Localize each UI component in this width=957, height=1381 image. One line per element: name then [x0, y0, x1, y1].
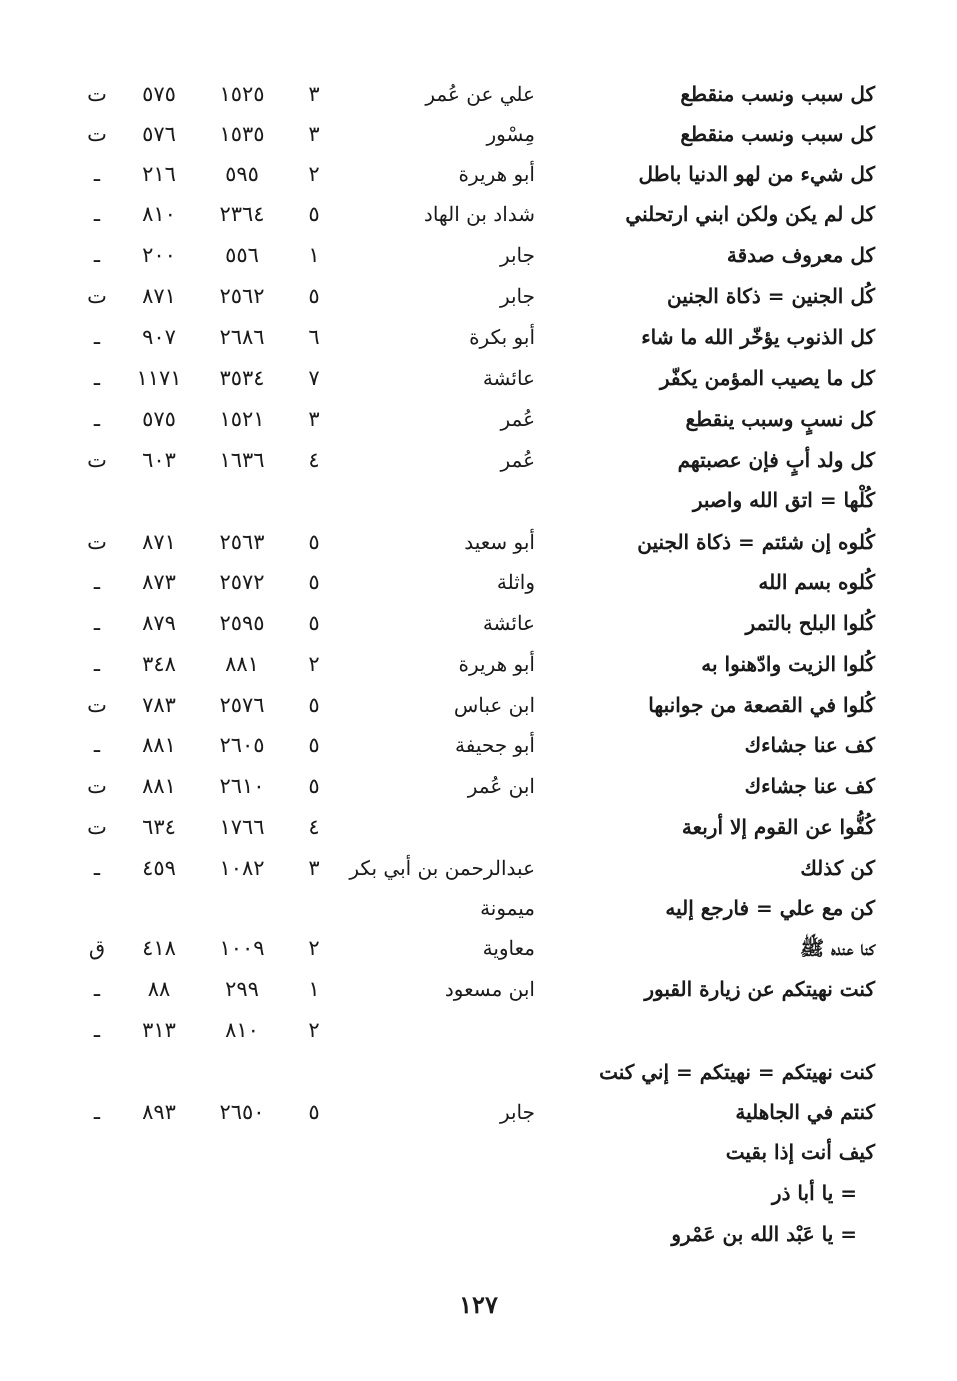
volume-number: ٥ — [308, 202, 320, 226]
hadith-text: كُلوا الزيت وادّهنوا به — [701, 652, 875, 676]
hadith-number: ١٠٨٢ — [219, 856, 265, 880]
volume-number: ٣ — [308, 407, 320, 431]
page-reference: ٨٨ — [147, 977, 171, 1001]
index-entry — [0, 849, 957, 887]
hadith-number: ٥٥٦ — [225, 243, 259, 267]
hadith-text: كنت نهيتكم عن زيارة القبور — [644, 977, 875, 1001]
hadith-text: كل سبب ونسب منقطع — [680, 122, 875, 146]
hadith-number: ٢٦٥٠ — [219, 1100, 265, 1124]
hadith-number: ٢٥٦٣ — [219, 530, 265, 554]
hadith-text: كُلوه إن شئتم = ذكاة الجنين — [637, 530, 875, 554]
hadith-number: ٢٦١٠ — [219, 774, 265, 798]
hadith-text: كل نسبٍ وسبب ينقطع — [685, 407, 875, 431]
narrator-name: معاوية — [482, 936, 535, 960]
hadith-text: كنا عنده ﷺ — [799, 936, 875, 960]
page-reference: ١١٧١ — [136, 366, 182, 390]
index-entry — [0, 195, 957, 233]
volume-number: ٢ — [308, 936, 320, 960]
source-mark: ـ — [93, 1018, 101, 1042]
page-reference — [124, 1133, 194, 1171]
volume-number — [296, 481, 332, 519]
volume-number — [296, 1174, 332, 1212]
page-reference — [124, 889, 194, 927]
hadith-text: كُفُّوا عن القوم إلا أربعة — [681, 815, 875, 839]
narrator-name: علي عن عُمر — [425, 82, 535, 106]
hadith-number: ٨١٠ — [225, 1018, 259, 1042]
hadith-number: ١٥٢١ — [219, 407, 265, 431]
page-reference: ٢١٦ — [142, 162, 176, 186]
index-entry — [0, 1011, 957, 1049]
source-mark: ـ — [93, 366, 101, 390]
page-reference — [124, 1215, 194, 1253]
hadith-number — [204, 1215, 280, 1253]
page-reference: ٩٠٧ — [142, 325, 176, 349]
index-entry — [0, 1053, 957, 1091]
source-mark — [80, 1053, 114, 1091]
hadith-number: ١٦٣٦ — [219, 448, 265, 472]
narrator-name: جابر — [499, 1100, 535, 1124]
hadith-number: ٢٥٦٢ — [219, 284, 265, 308]
narrator-name: مِسْور — [486, 122, 535, 146]
index-entry — [0, 1093, 957, 1131]
page-reference: ٣١٣ — [142, 1018, 176, 1042]
hadith-number: ١٥٢٥ — [219, 82, 265, 106]
source-mark: ت — [87, 774, 107, 798]
page-reference: ٥٧٥ — [142, 407, 176, 431]
source-mark: ـ — [93, 162, 101, 186]
index-entry — [0, 929, 957, 967]
narrator-name: واثلة — [496, 570, 535, 594]
hadith-number: ١٠٠٩ — [219, 936, 265, 960]
hadith-text: كف عنا جشاءك — [744, 733, 875, 757]
volume-number: ٥ — [308, 733, 320, 757]
volume-number: ٢ — [308, 1018, 320, 1042]
page-reference: ٨٩٣ — [142, 1100, 176, 1124]
source-mark: ق — [88, 936, 106, 960]
hadith-text: كُلوا في القصعة من جوانبها — [648, 693, 875, 717]
hadith-text: كن كذلك — [800, 856, 875, 880]
volume-number: ٥ — [308, 530, 320, 554]
index-entry — [0, 726, 957, 764]
index-entry — [0, 115, 957, 153]
source-mark: ـ — [93, 407, 101, 431]
source-mark — [80, 1215, 114, 1253]
volume-number: ١ — [308, 243, 320, 267]
page-reference — [124, 1053, 194, 1091]
narrator-name: عبدالرحمن بن أبي بكر — [349, 856, 535, 880]
hadith-text: = يا أبا ذر — [771, 1181, 857, 1205]
page-reference: ٨٨١ — [142, 733, 176, 757]
hadith-number — [204, 1174, 280, 1212]
hadith-number: ٥٩٥ — [225, 162, 259, 186]
hadith-number: ٨٨١ — [225, 652, 259, 676]
narrator-name: أبو بكرة — [469, 325, 535, 349]
page-reference: ٨١٠ — [142, 202, 176, 226]
hadith-number: ٢٥٧٦ — [219, 693, 265, 717]
source-mark: ـ — [93, 733, 101, 757]
hadith-text: كل الذنوب يؤخّر الله ما شاء — [641, 325, 875, 349]
volume-number: ٦ — [308, 325, 320, 349]
source-mark: ـ — [93, 611, 101, 635]
hadith-number: ١٧٦٦ — [219, 815, 265, 839]
source-mark: ـ — [93, 570, 101, 594]
volume-number — [296, 1133, 332, 1171]
source-mark — [80, 889, 114, 927]
index-entry — [0, 481, 957, 519]
narrator-name: ابن عُمر — [467, 774, 535, 798]
hadith-number: ٢٦٨٦ — [219, 325, 265, 349]
source-mark: ت — [87, 693, 107, 717]
hadith-text: كنتم في الجاهلية — [735, 1100, 875, 1124]
narrator-name: أبو سعيد — [464, 530, 535, 554]
source-mark — [80, 481, 114, 519]
hadith-text: كنت نهيتكم = نهيتكم = إني كنت — [599, 1060, 875, 1084]
narrator-name: أبو هريرة — [458, 162, 535, 186]
page-reference: ٤١٨ — [142, 936, 176, 960]
source-mark: ـ — [93, 977, 101, 1001]
index-entry — [0, 1174, 957, 1212]
hadith-number: ٢٩٩ — [225, 977, 259, 1001]
hadith-text: كل شيء من لهو الدنيا باطل — [638, 162, 875, 186]
narrator-name: ابن عباس — [453, 693, 535, 717]
page-reference: ٨٧٣ — [142, 570, 176, 594]
index-entry — [0, 604, 957, 642]
source-mark: ـ — [93, 1100, 101, 1124]
index-entry — [0, 645, 957, 683]
narrator-name: أبو هريرة — [458, 652, 535, 676]
volume-number — [296, 1053, 332, 1091]
index-entry — [0, 236, 957, 274]
hadith-number: ٢٣٦٤ — [219, 202, 265, 226]
index-entry — [0, 277, 957, 315]
hadith-text: كل معروف صدقة — [726, 243, 875, 267]
volume-number: ٥ — [308, 284, 320, 308]
source-mark: ت — [87, 815, 107, 839]
index-entry — [0, 75, 957, 113]
narrator-name: عائشة — [482, 611, 535, 635]
hadith-text: = يا عَبْد الله بن عَمْرو — [671, 1222, 857, 1246]
narrator-name: جابر — [499, 243, 535, 267]
source-mark: ـ — [93, 652, 101, 676]
index-entry — [0, 400, 957, 438]
volume-number: ٤ — [308, 448, 320, 472]
index-entry — [0, 686, 957, 724]
hadith-text: كُلْها = اتق الله واصبر — [692, 488, 875, 512]
narrator-name: شداد بن الهاد — [423, 202, 535, 226]
source-mark: ت — [87, 530, 107, 554]
hadith-number — [204, 1053, 280, 1091]
hadith-text: كل لم يكن ولكن ابني ارتحلني — [625, 202, 875, 226]
source-mark: ـ — [93, 243, 101, 267]
hadith-text: كل سبب ونسب منقطع — [680, 82, 875, 106]
page-reference: ٦٣٤ — [142, 815, 176, 839]
index-entry — [0, 318, 957, 356]
volume-number: ٢ — [308, 652, 320, 676]
hadith-text: كل ولد أبٍ فإن عصبتهم — [677, 448, 875, 472]
volume-number: ٣ — [308, 122, 320, 146]
hadith-number — [204, 481, 280, 519]
page-reference — [124, 481, 194, 519]
volume-number: ٥ — [308, 570, 320, 594]
source-mark — [80, 1133, 114, 1171]
hadith-number — [204, 889, 280, 927]
page-reference: ٣٤٨ — [142, 652, 176, 676]
hadith-number: ١٥٣٥ — [219, 122, 265, 146]
index-entry — [0, 155, 957, 193]
page-reference: ٨٧١ — [142, 530, 176, 554]
source-mark: ـ — [93, 202, 101, 226]
narrator-name: عُمر — [500, 407, 535, 431]
volume-number: ٢ — [308, 162, 320, 186]
page-reference: ٨٨١ — [142, 774, 176, 798]
hadith-text: كُل الجنين = ذكاة الجنين — [667, 284, 875, 308]
source-mark: ـ — [93, 325, 101, 349]
source-mark: ت — [87, 448, 107, 472]
index-entry — [0, 1133, 957, 1171]
index-entry — [0, 767, 957, 805]
page-reference: ٦٠٣ — [142, 448, 176, 472]
page-reference: ٨٧١ — [142, 284, 176, 308]
volume-number: ٣ — [308, 856, 320, 880]
volume-number: ٧ — [308, 366, 320, 390]
source-mark — [80, 1174, 114, 1212]
index-entry — [0, 889, 957, 927]
hadith-text: كُلوا البلح بالتمر — [745, 611, 875, 635]
hadith-text: كف عنا جشاءك — [744, 774, 875, 798]
hadith-number: ٢٥٩٥ — [219, 611, 265, 635]
hadith-text: كُلوه بسم الله — [758, 570, 875, 594]
page-reference: ٢٠٠ — [142, 243, 176, 267]
page-reference: ٨٧٩ — [142, 611, 176, 635]
source-mark: ت — [87, 284, 107, 308]
index-entry — [0, 970, 957, 1008]
page-reference: ٥٧٥ — [142, 82, 176, 106]
narrator-name: عائشة — [482, 366, 535, 390]
source-mark: ت — [87, 122, 107, 146]
index-entry — [0, 523, 957, 561]
index-entry — [0, 359, 957, 397]
hadith-number: ٢٥٧٢ — [219, 570, 265, 594]
volume-number — [296, 1215, 332, 1253]
narrator-name: ابن مسعود — [444, 977, 535, 1001]
volume-number: ٥ — [308, 1100, 320, 1124]
volume-number: ٣ — [308, 82, 320, 106]
page-reference: ٤٥٩ — [142, 856, 176, 880]
narrator-name: ميمونة — [480, 896, 535, 920]
hadith-text: كن مع علي = فارجع إليه — [665, 896, 875, 920]
page-reference: ٥٧٦ — [142, 122, 176, 146]
narrator-name: عُمر — [500, 448, 535, 472]
index-entry — [0, 563, 957, 601]
hadith-number: ٣٥٣٤ — [219, 366, 265, 390]
volume-number: ١ — [308, 977, 320, 1001]
index-entry — [0, 808, 957, 846]
page-reference — [124, 1174, 194, 1212]
source-mark: ت — [87, 82, 107, 106]
narrator-name: أبو جحيفة — [455, 733, 535, 757]
hadith-text: كيف أنت إذا بقيت — [725, 1140, 875, 1164]
hadith-number — [204, 1133, 280, 1171]
index-entry — [0, 1215, 957, 1253]
volume-number — [296, 889, 332, 927]
volume-number: ٥ — [308, 774, 320, 798]
index-entry — [0, 441, 957, 479]
hadith-text: كل ما يصيب المؤمن يكفّر — [659, 366, 875, 390]
source-mark: ـ — [93, 856, 101, 880]
narrator-name: جابر — [499, 284, 535, 308]
volume-number: ٥ — [308, 693, 320, 717]
page-reference: ٧٨٣ — [142, 693, 176, 717]
page-number: ١٢٧ — [459, 1290, 498, 1319]
hadith-number: ٢٦٠٥ — [219, 733, 265, 757]
volume-number: ٥ — [308, 611, 320, 635]
volume-number: ٤ — [308, 815, 320, 839]
